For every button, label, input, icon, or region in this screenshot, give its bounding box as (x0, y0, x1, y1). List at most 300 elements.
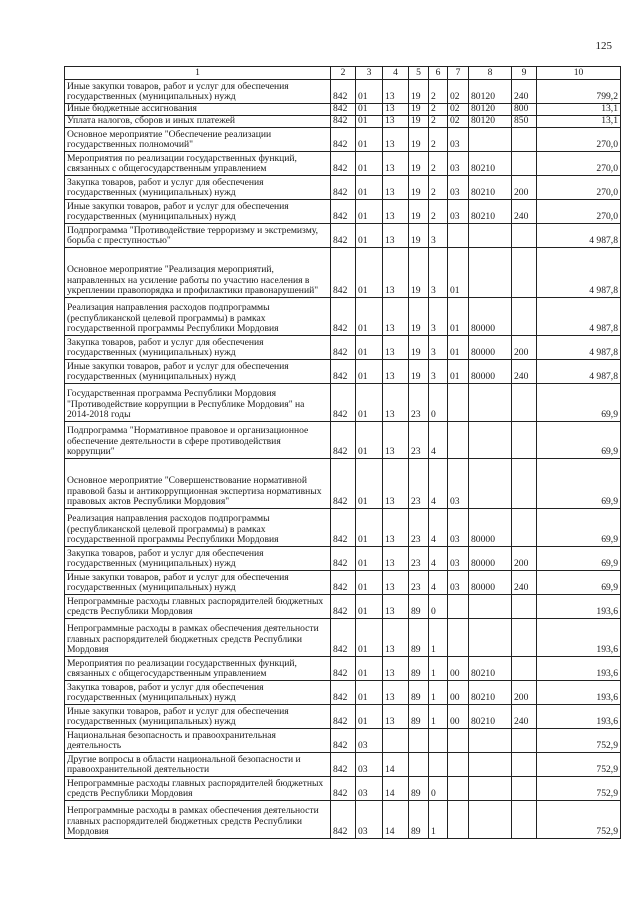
amount-cell: 4 987,8 (537, 360, 621, 384)
code-cell (512, 619, 537, 657)
code-cell: 2 (429, 200, 448, 224)
amount-cell: 752,9 (537, 777, 621, 801)
code-cell: 850 (512, 116, 537, 128)
code-cell: 01 (356, 459, 383, 509)
row-label: Реализация направления расходов подпрограммы (республиканской целевой программы) в рамках государственной программы Республики Мордовия (65, 298, 331, 336)
code-cell: 842 (331, 729, 356, 753)
code-cell: 842 (331, 360, 356, 384)
code-cell: 13 (383, 422, 409, 459)
code-cell (512, 657, 537, 681)
row-label: Реализация направления расходов подпрограммы (республиканской целевой программы) в рамках государственной программы Республики Мордовия (65, 509, 331, 547)
code-cell: 01 (356, 298, 383, 336)
code-cell (512, 595, 537, 619)
code-cell: 23 (409, 571, 429, 595)
table-row (65, 422, 621, 459)
code-cell: 240 (512, 360, 537, 384)
table-row (65, 801, 621, 839)
code-cell: 842 (331, 681, 356, 705)
table-row (65, 571, 621, 595)
code-cell: 1 (429, 619, 448, 657)
code-cell: 14 (383, 801, 409, 839)
amount-cell: 69,9 (537, 571, 621, 595)
code-cell: 13 (383, 571, 409, 595)
row-label: Подпрограмма "Противодействие терроризму и экстремизму, борьба с преступностью" (65, 224, 331, 248)
code-cell: 842 (331, 459, 356, 509)
code-cell: 2 (429, 80, 448, 104)
code-cell: 03 (356, 729, 383, 753)
code-cell: 13 (383, 619, 409, 657)
code-cell: 842 (331, 777, 356, 801)
table-row (65, 176, 621, 200)
code-cell: 19 (409, 104, 429, 116)
code-cell (469, 128, 512, 152)
column-header: 7 (448, 67, 469, 80)
code-cell: 3 (429, 248, 448, 298)
amount-cell: 270,0 (537, 152, 621, 176)
code-cell: 842 (331, 336, 356, 360)
table-row (65, 224, 621, 248)
code-cell: 01 (356, 360, 383, 384)
code-cell: 3 (429, 224, 448, 248)
code-cell: 0 (429, 595, 448, 619)
table-row (65, 705, 621, 729)
column-header: 8 (469, 67, 512, 80)
row-label: Непрограммные расходы главных распорядителей бюджетных средств Республики Мордовия (65, 777, 331, 801)
row-label: Другие вопросы в области национальной безопасности и правоохранительной деятельности (65, 753, 331, 777)
code-cell: 842 (331, 705, 356, 729)
code-cell: 800 (512, 104, 537, 116)
code-cell: 89 (409, 777, 429, 801)
code-cell: 13 (383, 360, 409, 384)
code-cell: 89 (409, 705, 429, 729)
code-cell (512, 152, 537, 176)
code-cell: 1 (429, 801, 448, 839)
table-row (65, 336, 621, 360)
code-cell: 03 (448, 509, 469, 547)
table-row (65, 128, 621, 152)
code-cell: 80210 (469, 176, 512, 200)
table-row (65, 547, 621, 571)
code-cell: 13 (383, 298, 409, 336)
code-cell: 23 (409, 547, 429, 571)
code-cell: 03 (448, 459, 469, 509)
code-cell: 842 (331, 104, 356, 116)
code-cell: 240 (512, 200, 537, 224)
code-cell: 02 (448, 104, 469, 116)
code-cell: 13 (383, 116, 409, 128)
code-cell: 4 (429, 509, 448, 547)
code-cell: 19 (409, 360, 429, 384)
code-cell: 01 (356, 80, 383, 104)
code-cell: 842 (331, 80, 356, 104)
code-cell: 14 (383, 777, 409, 801)
code-cell: 80120 (469, 104, 512, 116)
code-cell: 13 (383, 248, 409, 298)
row-label: Национальная безопасность и правоохранительная деятельность (65, 729, 331, 753)
column-header: 4 (383, 67, 409, 80)
code-cell: 03 (448, 200, 469, 224)
code-cell: 01 (356, 248, 383, 298)
table-row (65, 116, 621, 128)
code-cell: 01 (356, 104, 383, 116)
amount-cell: 4 987,8 (537, 336, 621, 360)
column-header: 5 (409, 67, 429, 80)
code-cell (448, 595, 469, 619)
code-cell (469, 595, 512, 619)
row-label: Закупка товаров, работ и услуг для обеспечения государственных (муниципальных) нужд (65, 681, 331, 705)
code-cell: 80000 (469, 547, 512, 571)
code-cell: 842 (331, 298, 356, 336)
amount-cell: 752,9 (537, 801, 621, 839)
code-cell: 13 (383, 384, 409, 422)
code-cell: 19 (409, 224, 429, 248)
code-cell: 01 (356, 116, 383, 128)
code-cell: 2 (429, 104, 448, 116)
code-cell (448, 224, 469, 248)
row-label: Иные закупки товаров, работ и услуг для обеспечения государственных (муниципальных) нужд (65, 80, 331, 104)
code-cell: 03 (356, 753, 383, 777)
code-cell: 13 (383, 152, 409, 176)
code-cell (512, 777, 537, 801)
code-cell: 80210 (469, 681, 512, 705)
code-cell: 80120 (469, 80, 512, 104)
code-cell: 1 (429, 705, 448, 729)
code-cell: 01 (356, 595, 383, 619)
code-cell (512, 459, 537, 509)
row-label: Мероприятия по реализации государственных функций, связанных с общегосударственным управлением (65, 152, 331, 176)
code-cell: 1 (429, 657, 448, 681)
code-cell: 01 (448, 336, 469, 360)
code-cell: 01 (356, 571, 383, 595)
code-cell: 4 (429, 422, 448, 459)
row-label: Иные закупки товаров, работ и услуг для обеспечения государственных (муниципальных) нужд (65, 360, 331, 384)
table-row (65, 509, 621, 547)
code-cell: 89 (409, 657, 429, 681)
table-row (65, 459, 621, 509)
code-cell: 03 (356, 801, 383, 839)
code-cell (512, 298, 537, 336)
column-header: 6 (429, 67, 448, 80)
amount-cell: 69,9 (537, 509, 621, 547)
code-cell: 00 (448, 705, 469, 729)
code-cell: 01 (356, 657, 383, 681)
code-cell: 80210 (469, 705, 512, 729)
code-cell: 842 (331, 422, 356, 459)
code-cell: 842 (331, 753, 356, 777)
code-cell: 19 (409, 336, 429, 360)
code-cell: 13 (383, 595, 409, 619)
code-cell: 4 (429, 571, 448, 595)
row-label: Уплата налогов, сборов и иных платежей (65, 116, 331, 128)
table-row (65, 104, 621, 116)
code-cell (512, 422, 537, 459)
code-cell: 01 (448, 298, 469, 336)
table-row (65, 729, 621, 753)
amount-cell: 270,0 (537, 200, 621, 224)
amount-cell: 270,0 (537, 128, 621, 152)
amount-cell: 13,1 (537, 116, 621, 128)
code-cell (512, 384, 537, 422)
code-cell: 01 (448, 360, 469, 384)
row-label: Непрограммные расходы в рамках обеспечения деятельности главных распорядителей бюджетных средств Республики Мордовия (65, 801, 331, 839)
code-cell: 00 (448, 657, 469, 681)
table-row (65, 152, 621, 176)
row-label: Основное мероприятие "Обеспечение реализации государственных полномочий" (65, 128, 331, 152)
code-cell: 3 (429, 360, 448, 384)
amount-cell: 193,6 (537, 705, 621, 729)
code-cell: 01 (356, 152, 383, 176)
code-cell: 02 (448, 80, 469, 104)
code-cell (448, 384, 469, 422)
table-row (65, 619, 621, 657)
row-label: Закупка товаров, работ и услуг для обеспечения государственных (муниципальных) нужд (65, 176, 331, 200)
code-cell: 19 (409, 200, 429, 224)
amount-cell: 4 987,8 (537, 248, 621, 298)
row-label: Основное мероприятие "Совершенствование нормативной правовой базы и антикоррупционная экспертиза нормативных правовых актов Республики Мордовия" (65, 459, 331, 509)
column-header: 9 (512, 67, 537, 80)
code-cell: 4 (429, 547, 448, 571)
code-cell: 13 (383, 657, 409, 681)
code-cell (469, 248, 512, 298)
code-cell (469, 729, 512, 753)
code-cell: 80000 (469, 571, 512, 595)
table-row (65, 384, 621, 422)
code-cell: 13 (383, 681, 409, 705)
code-cell: 80000 (469, 360, 512, 384)
code-cell: 89 (409, 619, 429, 657)
code-cell (409, 729, 429, 753)
code-cell: 19 (409, 298, 429, 336)
code-cell: 0 (429, 777, 448, 801)
code-cell: 13 (383, 176, 409, 200)
code-cell: 01 (356, 681, 383, 705)
code-cell (448, 729, 469, 753)
code-cell (469, 777, 512, 801)
code-cell (469, 619, 512, 657)
code-cell: 03 (356, 777, 383, 801)
row-label: Иные закупки товаров, работ и услуг для обеспечения государственных (муниципальных) нужд (65, 200, 331, 224)
code-cell: 03 (448, 571, 469, 595)
code-cell: 3 (429, 336, 448, 360)
code-cell: 842 (331, 200, 356, 224)
amount-cell: 193,6 (537, 619, 621, 657)
code-cell: 23 (409, 459, 429, 509)
code-cell (409, 753, 429, 777)
code-cell: 01 (356, 705, 383, 729)
amount-cell: 69,9 (537, 459, 621, 509)
code-cell: 200 (512, 681, 537, 705)
code-cell: 01 (356, 224, 383, 248)
code-cell: 89 (409, 801, 429, 839)
code-cell: 842 (331, 619, 356, 657)
code-cell: 80120 (469, 116, 512, 128)
code-cell: 13 (383, 336, 409, 360)
row-label: Непрограммные расходы в рамках обеспечения деятельности главных распорядителей бюджетных средств Республики Мордовия (65, 619, 331, 657)
code-cell (512, 753, 537, 777)
amount-cell: 69,9 (537, 422, 621, 459)
code-cell (448, 801, 469, 839)
code-cell: 80210 (469, 152, 512, 176)
page-number: 125 (595, 40, 612, 52)
code-cell: 13 (383, 547, 409, 571)
code-cell: 842 (331, 224, 356, 248)
code-cell: 2 (429, 116, 448, 128)
code-cell: 13 (383, 705, 409, 729)
code-cell: 23 (409, 509, 429, 547)
row-label: Государственная программа Республики Мордовия "Противодействие коррупции в Республике Мордовия" на 2014-2018 годы (65, 384, 331, 422)
code-cell (429, 753, 448, 777)
amount-cell: 13,1 (537, 104, 621, 116)
code-cell (512, 224, 537, 248)
table-row (65, 360, 621, 384)
table-row (65, 681, 621, 705)
code-cell: 03 (448, 128, 469, 152)
row-label: Иные закупки товаров, работ и услуг для обеспечения государственных (муниципальных) нужд (65, 705, 331, 729)
code-cell: 01 (448, 248, 469, 298)
code-cell: 01 (356, 336, 383, 360)
code-cell: 2 (429, 128, 448, 152)
code-cell (448, 777, 469, 801)
code-cell: 01 (356, 509, 383, 547)
table-row (65, 753, 621, 777)
table-row (65, 657, 621, 681)
code-cell (469, 801, 512, 839)
code-cell: 19 (409, 176, 429, 200)
code-cell (512, 801, 537, 839)
code-cell: 01 (356, 176, 383, 200)
amount-cell: 69,9 (537, 384, 621, 422)
code-cell: 0 (429, 384, 448, 422)
amount-cell: 193,6 (537, 595, 621, 619)
amount-cell: 799,2 (537, 80, 621, 104)
column-header: 2 (331, 67, 356, 80)
row-label: Иные бюджетные ассигнования (65, 104, 331, 116)
amount-cell: 193,6 (537, 657, 621, 681)
code-cell (469, 422, 512, 459)
amount-cell: 69,9 (537, 547, 621, 571)
code-cell (512, 509, 537, 547)
code-cell (469, 384, 512, 422)
code-cell: 80210 (469, 657, 512, 681)
code-cell: 13 (383, 128, 409, 152)
code-cell: 13 (383, 224, 409, 248)
code-cell: 19 (409, 248, 429, 298)
code-cell: 842 (331, 248, 356, 298)
code-cell: 842 (331, 547, 356, 571)
table-row (65, 777, 621, 801)
table-row (65, 80, 621, 104)
row-label: Подпрограмма "Нормативное правовое и организационное обеспечение деятельности в сфере противодействия коррупции" (65, 422, 331, 459)
code-cell: 842 (331, 176, 356, 200)
code-cell: 14 (383, 753, 409, 777)
table-row (65, 248, 621, 298)
amount-cell: 752,9 (537, 753, 621, 777)
table-row (65, 298, 621, 336)
code-cell: 80000 (469, 298, 512, 336)
code-cell: 03 (448, 152, 469, 176)
code-cell: 01 (356, 200, 383, 224)
code-cell: 89 (409, 595, 429, 619)
code-cell: 200 (512, 176, 537, 200)
code-cell (469, 459, 512, 509)
code-cell: 1 (429, 681, 448, 705)
code-cell: 13 (383, 200, 409, 224)
column-header: 3 (356, 67, 383, 80)
code-cell (512, 729, 537, 753)
code-cell: 01 (356, 128, 383, 152)
row-label: Основное мероприятие "Реализация мероприятий, направленных на усиление работы по участию населения в укреплении правопорядка и профилактики правонарушений" (65, 248, 331, 298)
code-cell: 240 (512, 705, 537, 729)
code-cell: 03 (448, 176, 469, 200)
code-cell: 19 (409, 152, 429, 176)
row-label: Закупка товаров, работ и услуг для обеспечения государственных (муниципальных) нужд (65, 336, 331, 360)
row-label: Закупка товаров, работ и услуг для обеспечения государственных (муниципальных) нужд (65, 547, 331, 571)
code-cell (429, 729, 448, 753)
code-cell: 80210 (469, 200, 512, 224)
code-cell: 80000 (469, 509, 512, 547)
code-cell: 240 (512, 571, 537, 595)
code-cell (512, 248, 537, 298)
code-cell: 200 (512, 336, 537, 360)
code-cell: 23 (409, 384, 429, 422)
code-cell: 842 (331, 384, 356, 422)
code-cell: 89 (409, 681, 429, 705)
code-cell: 842 (331, 128, 356, 152)
code-cell: 4 (429, 459, 448, 509)
table-row (65, 595, 621, 619)
table-header-row (65, 67, 621, 80)
code-cell (448, 422, 469, 459)
code-cell: 19 (409, 128, 429, 152)
code-cell: 13 (383, 509, 409, 547)
amount-cell: 752,9 (537, 729, 621, 753)
column-header: 10 (537, 67, 621, 80)
code-cell (469, 224, 512, 248)
code-cell: 13 (383, 80, 409, 104)
code-cell: 13 (383, 459, 409, 509)
code-cell (448, 753, 469, 777)
code-cell: 01 (356, 422, 383, 459)
amount-cell: 4 987,8 (537, 224, 621, 248)
table-row (65, 200, 621, 224)
code-cell: 19 (409, 80, 429, 104)
code-cell: 842 (331, 571, 356, 595)
code-cell: 842 (331, 509, 356, 547)
amount-cell: 193,6 (537, 681, 621, 705)
code-cell: 842 (331, 657, 356, 681)
code-cell: 240 (512, 80, 537, 104)
code-cell (448, 619, 469, 657)
amount-cell: 270,0 (537, 176, 621, 200)
code-cell: 2 (429, 176, 448, 200)
code-cell: 01 (356, 619, 383, 657)
code-cell: 00 (448, 681, 469, 705)
column-header: 1 (65, 67, 331, 80)
code-cell: 842 (331, 116, 356, 128)
code-cell: 2 (429, 152, 448, 176)
code-cell: 03 (448, 547, 469, 571)
row-label: Непрограммные расходы главных распорядителей бюджетных средств Республики Мордовия (65, 595, 331, 619)
code-cell (512, 128, 537, 152)
code-cell: 200 (512, 547, 537, 571)
code-cell: 842 (331, 152, 356, 176)
code-cell: 842 (331, 595, 356, 619)
code-cell: 01 (356, 384, 383, 422)
row-label: Мероприятия по реализации государственных функций, связанных с общегосударственным управлением (65, 657, 331, 681)
code-cell: 01 (356, 547, 383, 571)
budget-table (64, 66, 621, 839)
code-cell (383, 729, 409, 753)
